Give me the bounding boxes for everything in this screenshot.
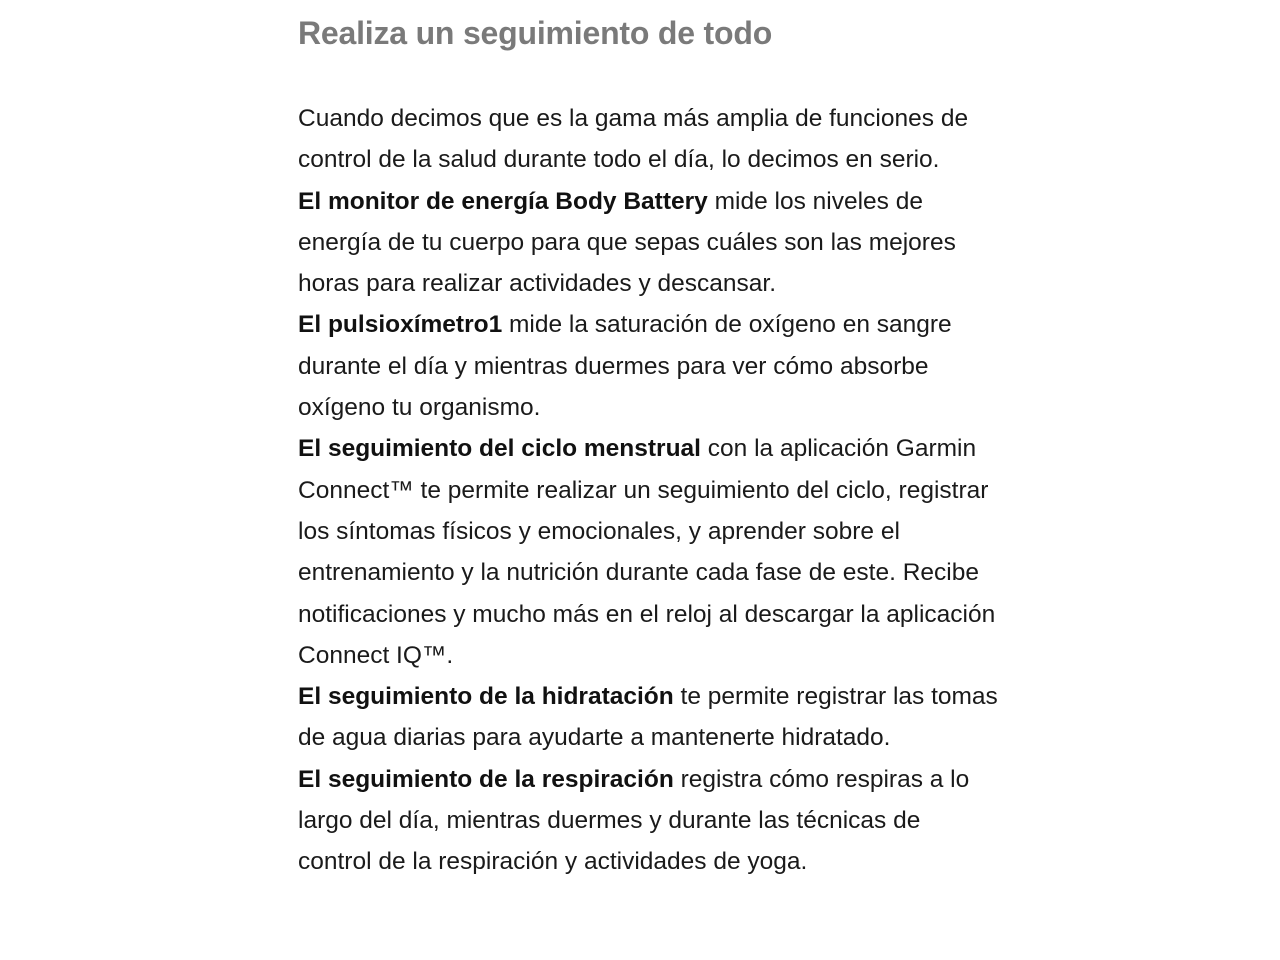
feature-menstrual-tracking <box>298 428 998 676</box>
feature-body-battery <box>298 181 998 305</box>
intro-paragraph: Cuando decimos que es la gama más amplia de funciones de control de la salud durante todo el día, lo decimos en serio. <box>298 105 969 174</box>
feature-title: El pulsioxímetro1 <box>298 311 503 339</box>
feature-title: El monitor de energía Body Battery <box>298 187 708 215</box>
feature-title: El seguimiento del ciclo menstrual <box>298 435 701 463</box>
feature-text: registra cómo respiras a lo largo del día, mientras duermes y durante las técnicas de control de la respiración y actividades de yoga. <box>298 765 970 876</box>
feature-title: El seguimiento de la respiración <box>298 765 674 793</box>
feature-pulse-ox <box>298 304 998 428</box>
feature-hydration-tracking <box>298 676 998 759</box>
feature-text: te permite registrar las tomas de agua diarias para ayudarte a mantenerte hidratado. <box>298 683 998 752</box>
section-heading: Realiza un seguimiento de todo <box>298 15 773 51</box>
feature-text: mide la saturación de oxígeno en sangre durante el día y mientras duermes para ver cómo absorbe oxígeno tu organismo. <box>298 311 952 422</box>
article-content <box>298 12 998 883</box>
feature-title: El seguimiento de la hidratación <box>298 683 674 711</box>
feature-text: con la aplicación Garmin Connect™ te permite realizar un seguimiento del ciclo, registrar los síntomas físicos y emocionales, y aprender sobre el entrenamiento y la nutrición durante cada fase de este. Recibe notificaciones y mucho más en el reloj al descargar la aplicación Connect IQ™. <box>298 435 996 669</box>
feature-text: mide los niveles de energía de tu cuerpo para que sepas cuáles son las mejores horas para realizar actividades y descansar. <box>298 187 956 298</box>
feature-respiration-tracking <box>298 759 998 883</box>
